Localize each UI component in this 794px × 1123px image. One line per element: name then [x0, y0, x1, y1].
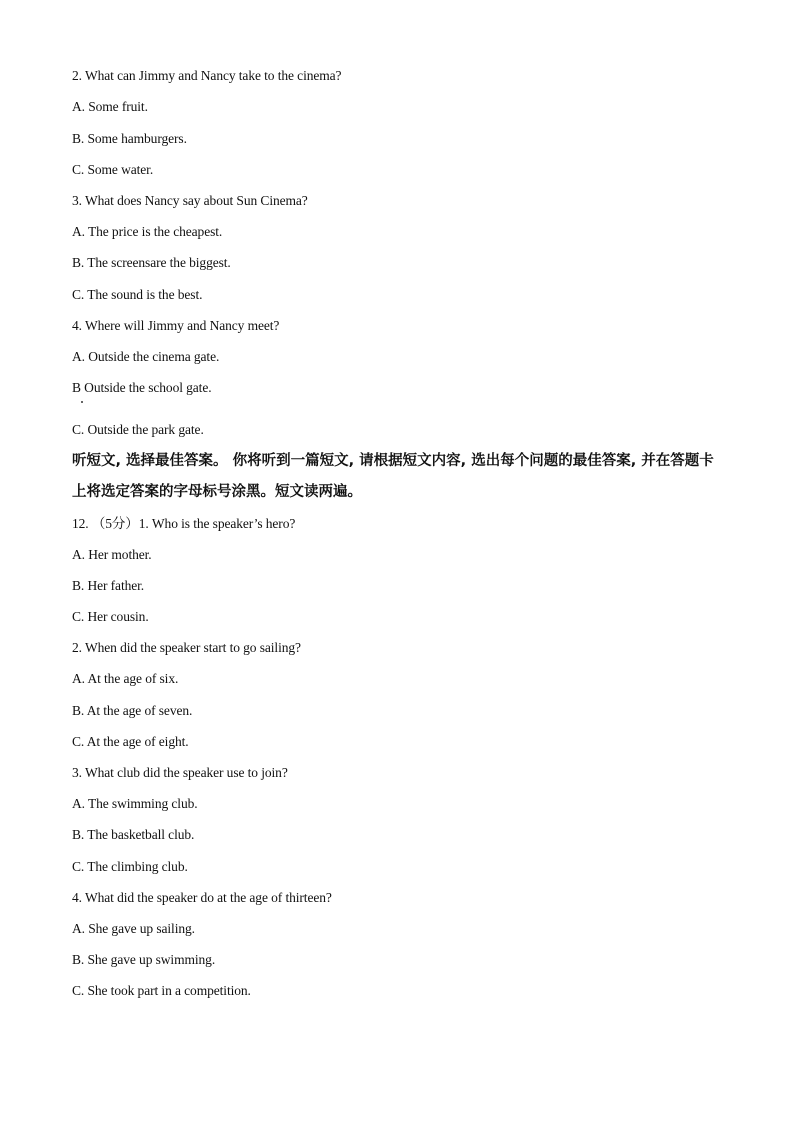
question-text: 2. When did the speaker start to go sailing?	[72, 640, 301, 655]
stray-dot	[81, 401, 83, 403]
option-b: B. Some hamburgers.	[72, 131, 187, 146]
option-a: A. At the age of six.	[72, 671, 179, 686]
option-a: A. The swimming club.	[72, 796, 198, 811]
option-b: B. The basketball club.	[72, 827, 195, 842]
option-c: C. Outside the park gate.	[72, 422, 204, 437]
question-text: 2. What can Jimmy and Nancy take to the cinema?	[72, 68, 342, 83]
question-text: 3. What club did the speaker use to join?	[72, 765, 288, 780]
option-c: C. She took part in a competition.	[72, 983, 251, 998]
option-a: A. She gave up sailing.	[72, 921, 195, 936]
question-text: 4. What did the speaker do at the age of thirteen?	[72, 890, 332, 905]
section-instruction: 听短文, 选择最佳答案。 你将听到一篇短文, 请根据短文内容, 选出每个问题的最佳答案, 并在答题卡上将选定答案的字母标号涂黑。短文读两遍。	[72, 453, 714, 500]
question-text: 3. What does Nancy say about Sun Cinema?	[72, 193, 308, 208]
option-b: B Outside the school gate.	[72, 380, 212, 395]
option-b: B. Her father.	[72, 578, 145, 593]
option-c: C. The sound is the best.	[72, 287, 203, 302]
option-c: C. Her cousin.	[72, 609, 149, 624]
option-b: B. At the age of seven.	[72, 703, 193, 718]
option-b: B. She gave up swimming.	[72, 952, 216, 967]
option-a: A. Her mother.	[72, 547, 152, 562]
option-a: A. Outside the cinema gate.	[72, 349, 220, 364]
option-c: C. At the age of eight.	[72, 734, 189, 749]
question-text: 4. Where will Jimmy and Nancy meet?	[72, 318, 280, 333]
option-c: C. Some water.	[72, 162, 154, 177]
option-a: A. The price is the cheapest.	[72, 224, 223, 239]
option-c: C. The climbing club.	[72, 859, 188, 874]
question-text: 12. （5分）1. Who is the speaker’s hero?	[72, 516, 296, 531]
option-b: B. The screensare the biggest.	[72, 255, 231, 270]
option-a: A. Some fruit.	[72, 99, 148, 114]
